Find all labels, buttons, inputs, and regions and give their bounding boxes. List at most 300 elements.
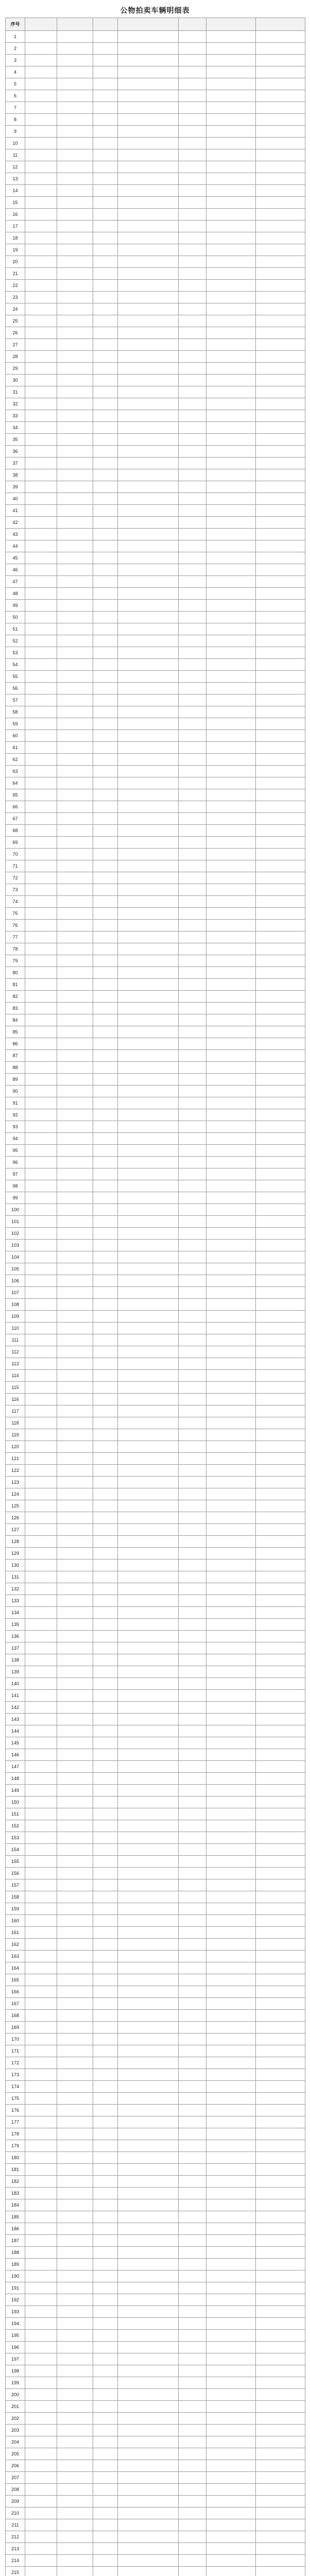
table-cell bbox=[179, 1358, 206, 1370]
table-cell bbox=[93, 244, 118, 256]
table-cell bbox=[118, 1097, 179, 1109]
table-cell bbox=[93, 1394, 118, 1405]
table-cell bbox=[57, 1168, 93, 1180]
table-cell bbox=[118, 2105, 179, 2116]
table-row bbox=[6, 1050, 305, 1062]
table-cell bbox=[93, 2448, 118, 2460]
table-cell bbox=[25, 742, 57, 754]
table-cell bbox=[206, 1465, 256, 1477]
table-row bbox=[6, 1844, 305, 1856]
table-cell bbox=[179, 2211, 206, 2223]
table-cell bbox=[179, 1607, 206, 1619]
table-cell bbox=[25, 161, 57, 173]
table-cell bbox=[206, 2460, 256, 2472]
table-cell bbox=[93, 2105, 118, 2116]
table-cell bbox=[118, 1465, 179, 1477]
table-cell bbox=[206, 31, 256, 43]
table-cell bbox=[206, 1216, 256, 1228]
table-cell bbox=[93, 197, 118, 209]
table-cell bbox=[25, 2484, 57, 2496]
table-cell bbox=[179, 730, 206, 742]
table-cell bbox=[118, 256, 179, 268]
table-cell bbox=[118, 2152, 179, 2164]
table-cell bbox=[206, 955, 256, 967]
table-cell bbox=[25, 2353, 57, 2365]
table-cell bbox=[118, 2128, 179, 2140]
table-cell bbox=[179, 1737, 206, 1749]
table-cell bbox=[256, 837, 305, 849]
table-cell bbox=[118, 1631, 179, 1642]
table-cell bbox=[179, 1571, 206, 1583]
table-cell bbox=[25, 2188, 57, 2199]
table-cell bbox=[179, 1394, 206, 1405]
table-cell bbox=[93, 1986, 118, 1998]
table-cell bbox=[179, 55, 206, 66]
table-cell bbox=[256, 1086, 305, 1097]
table-cell bbox=[179, 410, 206, 422]
table-cell bbox=[179, 1287, 206, 1299]
table-cell bbox=[93, 1453, 118, 1465]
table-cell bbox=[93, 1003, 118, 1014]
table-cell bbox=[25, 2389, 57, 2401]
table-cell bbox=[179, 209, 206, 221]
table-cell bbox=[57, 2567, 93, 2576]
table-cell bbox=[179, 1228, 206, 1240]
table-cell bbox=[256, 1868, 305, 1879]
table-cell bbox=[118, 1453, 179, 1465]
row-index-cell: 168 bbox=[6, 2010, 25, 2022]
table-cell bbox=[179, 588, 206, 600]
table-cell bbox=[179, 1038, 206, 1050]
table-cell bbox=[93, 1263, 118, 1275]
table-cell bbox=[206, 2105, 256, 2116]
table-row bbox=[6, 1560, 305, 1571]
table-cell bbox=[179, 66, 206, 78]
table-row bbox=[6, 683, 305, 694]
table-cell bbox=[118, 1939, 179, 1951]
table-cell bbox=[179, 2306, 206, 2318]
table-cell bbox=[57, 138, 93, 149]
table-cell bbox=[179, 1962, 206, 1974]
table-cell bbox=[25, 410, 57, 422]
table-cell bbox=[179, 837, 206, 849]
row-index-cell: 65 bbox=[6, 789, 25, 801]
table-cell bbox=[93, 2401, 118, 2413]
table-cell bbox=[57, 1192, 93, 1204]
table-cell bbox=[179, 1062, 206, 1074]
table-row bbox=[6, 1642, 305, 1654]
table-cell bbox=[256, 446, 305, 457]
table-cell bbox=[57, 434, 93, 446]
table-cell bbox=[93, 1275, 118, 1287]
table-cell bbox=[118, 1915, 179, 1927]
table-cell bbox=[93, 2507, 118, 2519]
table-cell bbox=[118, 552, 179, 564]
table-cell bbox=[25, 2460, 57, 2472]
table-cell bbox=[57, 1074, 93, 1086]
table-cell bbox=[93, 434, 118, 446]
table-cell bbox=[118, 813, 179, 825]
row-index-cell: 113 bbox=[6, 1358, 25, 1370]
table-cell bbox=[93, 1405, 118, 1417]
table-cell bbox=[118, 398, 179, 410]
table-cell bbox=[256, 766, 305, 777]
row-index-cell: 182 bbox=[6, 2176, 25, 2188]
table-cell bbox=[179, 1642, 206, 1654]
table-cell bbox=[256, 1797, 305, 1808]
table-cell bbox=[206, 908, 256, 920]
table-cell bbox=[57, 813, 93, 825]
table-cell bbox=[179, 979, 206, 991]
col-header-2 bbox=[25, 18, 57, 31]
table-cell bbox=[118, 31, 179, 43]
table-cell bbox=[179, 1086, 206, 1097]
row-index-cell: 189 bbox=[6, 2259, 25, 2270]
row-index-cell: 43 bbox=[6, 529, 25, 540]
table-cell bbox=[179, 2247, 206, 2259]
row-index-cell: 69 bbox=[6, 837, 25, 849]
table-cell bbox=[118, 789, 179, 801]
table-cell bbox=[179, 1939, 206, 1951]
table-body bbox=[6, 31, 305, 2576]
row-index-cell: 164 bbox=[6, 1962, 25, 1974]
table-cell bbox=[179, 1524, 206, 1536]
table-cell bbox=[206, 1654, 256, 1666]
table-cell bbox=[57, 1334, 93, 1346]
table-cell bbox=[118, 1500, 179, 1512]
table-cell bbox=[93, 221, 118, 232]
table-cell bbox=[179, 1951, 206, 1962]
row-index-cell: 78 bbox=[6, 943, 25, 955]
table-cell bbox=[256, 1417, 305, 1429]
table-cell bbox=[256, 1275, 305, 1287]
table-cell bbox=[179, 1808, 206, 1820]
table-row bbox=[6, 1773, 305, 1785]
table-cell bbox=[25, 126, 57, 138]
table-cell bbox=[118, 1145, 179, 1157]
table-cell bbox=[256, 1607, 305, 1619]
table-cell bbox=[118, 2270, 179, 2282]
table-row bbox=[6, 1192, 305, 1204]
table-cell bbox=[118, 1417, 179, 1429]
table-cell bbox=[206, 552, 256, 564]
table-cell bbox=[25, 1441, 57, 1453]
table-cell bbox=[25, 1879, 57, 1891]
table-cell bbox=[93, 232, 118, 244]
row-index-cell: 77 bbox=[6, 931, 25, 943]
table-cell bbox=[256, 1702, 305, 1714]
table-cell bbox=[118, 1346, 179, 1358]
table-row bbox=[6, 1275, 305, 1287]
table-cell bbox=[179, 2342, 206, 2353]
table-row bbox=[6, 1678, 305, 1690]
table-row bbox=[6, 2045, 305, 2057]
row-index-cell: 103 bbox=[6, 1240, 25, 1251]
table-cell bbox=[118, 754, 179, 766]
table-cell bbox=[57, 481, 93, 493]
table-row bbox=[6, 2022, 305, 2033]
row-index-cell: 149 bbox=[6, 1785, 25, 1797]
table-cell bbox=[179, 2519, 206, 2531]
table-cell bbox=[25, 2425, 57, 2436]
table-cell bbox=[179, 375, 206, 386]
table-cell bbox=[256, 2069, 305, 2081]
table-cell bbox=[57, 1382, 93, 1394]
table-cell bbox=[93, 457, 118, 469]
row-index-cell: 49 bbox=[6, 600, 25, 612]
table-cell bbox=[256, 1311, 305, 1323]
table-cell bbox=[93, 410, 118, 422]
table-row bbox=[6, 102, 305, 114]
table-cell bbox=[93, 860, 118, 872]
table-cell bbox=[25, 1204, 57, 1216]
table-cell bbox=[256, 1382, 305, 1394]
table-cell bbox=[118, 2176, 179, 2188]
table-cell bbox=[118, 2199, 179, 2211]
table-cell bbox=[256, 1299, 305, 1311]
row-index-cell: 174 bbox=[6, 2081, 25, 2093]
table-cell bbox=[179, 2259, 206, 2270]
table-cell bbox=[57, 1097, 93, 1109]
row-index-cell: 181 bbox=[6, 2164, 25, 2176]
table-cell bbox=[25, 1642, 57, 1654]
row-index-cell: 111 bbox=[6, 1334, 25, 1346]
table-row bbox=[6, 149, 305, 161]
table-cell bbox=[57, 2342, 93, 2353]
table-cell bbox=[93, 1879, 118, 1891]
table-cell bbox=[25, 1903, 57, 1915]
table-cell bbox=[179, 1275, 206, 1287]
table-cell bbox=[206, 1003, 256, 1014]
table-row bbox=[6, 2531, 305, 2543]
table-cell bbox=[57, 149, 93, 161]
table-cell bbox=[206, 1773, 256, 1785]
table-cell bbox=[57, 2152, 93, 2164]
table-cell bbox=[118, 2448, 179, 2460]
row-index-cell: 37 bbox=[6, 457, 25, 469]
table-cell bbox=[57, 1939, 93, 1951]
table-row bbox=[6, 232, 305, 244]
table-cell bbox=[118, 718, 179, 730]
table-cell bbox=[206, 375, 256, 386]
table-cell bbox=[256, 623, 305, 635]
row-index-cell: 215 bbox=[6, 2567, 25, 2576]
table-cell bbox=[256, 2389, 305, 2401]
table-cell bbox=[25, 1121, 57, 1133]
table-cell bbox=[256, 173, 305, 185]
row-index-cell: 59 bbox=[6, 718, 25, 730]
table-cell bbox=[118, 457, 179, 469]
table-cell bbox=[179, 2448, 206, 2460]
table-cell bbox=[93, 671, 118, 683]
table-row bbox=[6, 1488, 305, 1500]
table-cell bbox=[179, 849, 206, 860]
table-cell bbox=[57, 351, 93, 363]
table-cell bbox=[206, 884, 256, 896]
table-row bbox=[6, 694, 305, 706]
table-row bbox=[6, 2401, 305, 2413]
table-cell bbox=[179, 1773, 206, 1785]
row-index-cell: 20 bbox=[6, 256, 25, 268]
table-cell bbox=[118, 1879, 179, 1891]
table-cell bbox=[57, 991, 93, 1003]
row-index-cell: 157 bbox=[6, 1879, 25, 1891]
table-cell bbox=[256, 967, 305, 979]
table-cell bbox=[93, 1536, 118, 1548]
table-cell bbox=[206, 2211, 256, 2223]
table-cell bbox=[179, 1560, 206, 1571]
table-cell bbox=[118, 1311, 179, 1323]
table-cell bbox=[179, 434, 206, 446]
table-cell bbox=[179, 1690, 206, 1702]
table-cell bbox=[57, 647, 93, 659]
row-index-cell: 118 bbox=[6, 1417, 25, 1429]
table-row bbox=[6, 908, 305, 920]
table-cell bbox=[206, 2069, 256, 2081]
table-cell bbox=[206, 825, 256, 837]
table-row bbox=[6, 1263, 305, 1275]
row-index-cell: 104 bbox=[6, 1251, 25, 1263]
table-row bbox=[6, 221, 305, 232]
row-index-cell: 80 bbox=[6, 967, 25, 979]
table-row bbox=[6, 671, 305, 683]
table-cell bbox=[179, 363, 206, 375]
table-cell bbox=[57, 1311, 93, 1323]
table-cell bbox=[206, 2093, 256, 2105]
row-index-cell: 44 bbox=[6, 540, 25, 552]
table-cell bbox=[256, 2259, 305, 2270]
table-row bbox=[6, 1702, 305, 1714]
table-cell bbox=[57, 2353, 93, 2365]
table-cell bbox=[256, 1642, 305, 1654]
table-cell bbox=[25, 2531, 57, 2543]
row-index-cell: 4 bbox=[6, 66, 25, 78]
table-cell bbox=[206, 1145, 256, 1157]
table-cell bbox=[25, 1477, 57, 1488]
table-cell bbox=[118, 2188, 179, 2199]
table-cell bbox=[93, 730, 118, 742]
table-cell bbox=[57, 268, 93, 280]
table-cell bbox=[206, 1074, 256, 1086]
table-cell bbox=[206, 1488, 256, 1500]
table-cell bbox=[93, 967, 118, 979]
table-cell bbox=[206, 1429, 256, 1441]
table-cell bbox=[118, 517, 179, 529]
table-cell bbox=[206, 1820, 256, 1832]
table-cell bbox=[206, 1631, 256, 1642]
table-cell bbox=[256, 1903, 305, 1915]
table-row bbox=[6, 1334, 305, 1346]
table-cell bbox=[206, 197, 256, 209]
table-cell bbox=[118, 991, 179, 1003]
table-cell bbox=[57, 872, 93, 884]
row-index-cell: 5 bbox=[6, 78, 25, 90]
table-row bbox=[6, 1808, 305, 1820]
table-cell bbox=[25, 1524, 57, 1536]
table-cell bbox=[93, 694, 118, 706]
table-cell bbox=[206, 1560, 256, 1571]
table-cell bbox=[256, 138, 305, 149]
table-cell bbox=[256, 1879, 305, 1891]
table-cell bbox=[118, 1749, 179, 1761]
table-row bbox=[6, 173, 305, 185]
table-cell bbox=[179, 955, 206, 967]
table-cell bbox=[206, 493, 256, 505]
table-cell bbox=[93, 1974, 118, 1986]
table-cell bbox=[256, 683, 305, 694]
table-cell bbox=[93, 2318, 118, 2330]
table-row bbox=[6, 1797, 305, 1808]
table-cell bbox=[256, 1216, 305, 1228]
table-cell bbox=[256, 742, 305, 754]
table-cell bbox=[25, 683, 57, 694]
row-index-cell: 93 bbox=[6, 1121, 25, 1133]
table-cell bbox=[179, 2507, 206, 2519]
row-index-cell: 127 bbox=[6, 1524, 25, 1536]
table-cell bbox=[118, 730, 179, 742]
table-cell bbox=[206, 517, 256, 529]
row-index-cell: 160 bbox=[6, 1915, 25, 1927]
row-index-cell: 97 bbox=[6, 1168, 25, 1180]
table-cell bbox=[206, 623, 256, 635]
table-cell bbox=[118, 1370, 179, 1382]
table-cell bbox=[118, 1287, 179, 1299]
table-cell bbox=[57, 2365, 93, 2377]
table-cell bbox=[179, 552, 206, 564]
table-cell bbox=[118, 540, 179, 552]
table-cell bbox=[93, 529, 118, 540]
table-row bbox=[6, 2140, 305, 2152]
table-row bbox=[6, 2247, 305, 2259]
table-cell bbox=[179, 991, 206, 1003]
table-cell bbox=[256, 1714, 305, 1725]
row-index-cell: 26 bbox=[6, 327, 25, 339]
table-cell bbox=[206, 1595, 256, 1607]
table-cell bbox=[256, 244, 305, 256]
table-row bbox=[6, 1749, 305, 1761]
row-index-cell: 132 bbox=[6, 1583, 25, 1595]
table-cell bbox=[118, 825, 179, 837]
table-cell bbox=[25, 813, 57, 825]
table-cell bbox=[25, 896, 57, 908]
table-cell bbox=[25, 1571, 57, 1583]
table-cell bbox=[179, 31, 206, 43]
table-cell bbox=[57, 2033, 93, 2045]
table-cell bbox=[256, 1678, 305, 1690]
table-cell bbox=[179, 2152, 206, 2164]
table-cell bbox=[57, 1915, 93, 1927]
row-index-cell: 92 bbox=[6, 1109, 25, 1121]
table-cell bbox=[179, 1785, 206, 1797]
table-cell bbox=[25, 375, 57, 386]
table-cell bbox=[93, 280, 118, 292]
table-cell bbox=[179, 2318, 206, 2330]
table-cell bbox=[206, 339, 256, 351]
table-cell bbox=[256, 2531, 305, 2543]
table-row bbox=[6, 2199, 305, 2211]
table-cell bbox=[179, 920, 206, 931]
table-cell bbox=[93, 1856, 118, 1868]
table-cell bbox=[179, 2022, 206, 2033]
table-cell bbox=[25, 1216, 57, 1228]
col-header-8 bbox=[256, 18, 305, 31]
table-cell bbox=[206, 327, 256, 339]
table-cell bbox=[206, 2247, 256, 2259]
table-row bbox=[6, 1346, 305, 1358]
table-cell bbox=[118, 434, 179, 446]
table-cell bbox=[25, 754, 57, 766]
table-cell bbox=[118, 1038, 179, 1050]
